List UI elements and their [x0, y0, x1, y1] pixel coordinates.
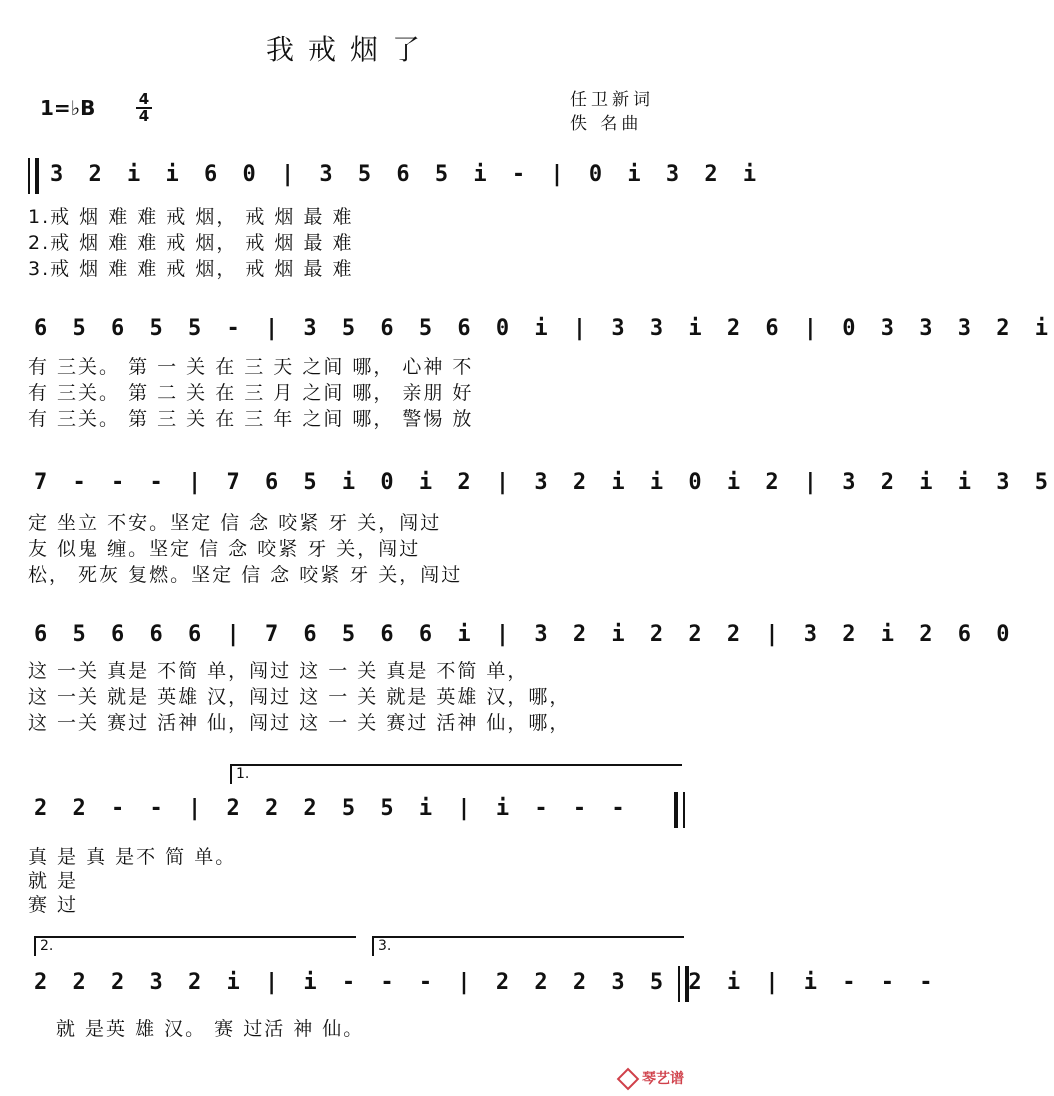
lyric-line: 3.戒 烟 难 难 戒 烟， 戒 烟 最 难: [28, 258, 354, 280]
volta-label: 1.: [230, 764, 682, 784]
lyric-line: 赛 过: [28, 894, 79, 916]
notes: 7 - - - | 7 6 5 i 0 i 2 | 3 2 i i 0 i 2 | 3 2 i i 3 5: [34, 470, 1054, 495]
volta-label: 3.: [372, 936, 684, 956]
credits: [570, 88, 654, 136]
notation-line-5: [14, 792, 686, 826]
lyric-line: 松， 死灰 复燃。坚定 信 念 咬紧 牙 关，闯过: [28, 564, 463, 586]
lyric-line: 真 是 真 是不 简 单。: [28, 846, 237, 868]
notes: 2 2 2 3 2 i | i - - - | 2 2 2 3 5 2 i | i - - -: [34, 970, 939, 995]
song-title: 我戒烟了: [265, 33, 434, 66]
lyric-line: 有 三关。 第 二 关 在 三 月 之间 哪， 亲朋 好: [28, 382, 474, 404]
lyric-line: 友 似鬼 缠。坚定 信 念 咬紧 牙 关，闯过: [28, 538, 421, 560]
lyric-line: 这 一关 赛过 活神 仙，闯过 这 一 关 赛过 活神 仙，哪，: [28, 712, 571, 734]
notes: 6 5 6 5 5 - | 3 5 6 5 6 0 i | 3 3 i 2 6 | 0 3 3 3 2 i: [34, 316, 1054, 341]
notes: 6 5 6 6 6 | 7 6 5 6 6 i | 3 2 i 2 2 2 | 3 2 i 2 6 0: [34, 622, 1016, 647]
lyric-line: 这 一关 真是 不简 单，闯过 这 一 关 真是 不简 单，: [28, 660, 529, 682]
brand-logo-icon: [617, 1068, 640, 1091]
lyric-line: 定 坐立 不安。坚定 信 念 咬紧 牙 关，闯过: [28, 512, 442, 534]
notation-line-2: [14, 312, 1054, 346]
lyric-line: 有 三关。 第 三 关 在 三 年 之间 哪， 警惕 放: [28, 408, 474, 430]
time-signature: [136, 92, 152, 124]
meter-bottom: 4: [138, 107, 150, 125]
lyric-line: 2.戒 烟 难 难 戒 烟， 戒 烟 最 难: [28, 232, 354, 254]
lyric-line: 有 三关。 第 一 关 在 三 天 之间 哪， 心神 不: [28, 356, 474, 378]
final-barline: [678, 966, 689, 1002]
key-signature: 1=♭B: [40, 96, 96, 120]
notes: 3 2 i i 6 0 | 3 5 6 5 i - | 0 i 3 2 i: [50, 162, 763, 187]
meter-top: 4: [138, 90, 150, 108]
watermark-text: 琴艺谱: [642, 1071, 684, 1087]
composer-credit: 佚 名曲: [570, 114, 643, 134]
notation-line-4: [14, 618, 1016, 652]
lyric-line: 就 是英 雄 汉。 赛 过活 神 仙。: [56, 1018, 365, 1040]
lyricist-credit: 任卫新词: [570, 90, 654, 110]
repeat-end-barline: [674, 792, 685, 828]
lyric-line: 就 是: [28, 870, 79, 892]
lyric-line: 这 一关 就是 英雄 汉，闯过 这 一 关 就是 英雄 汉，哪，: [28, 686, 571, 708]
notation-line-1: [14, 158, 763, 192]
notation-line-3: [14, 466, 1054, 500]
notes: 2 2 - - | 2 2 2 5 5 i | i - - -: [34, 796, 631, 821]
notation-line-6: [14, 966, 939, 1000]
site-watermark: [620, 1068, 684, 1088]
volta-label: 2.: [34, 936, 356, 956]
lyric-line: 1.戒 烟 难 难 戒 烟， 戒 烟 最 难: [28, 206, 354, 228]
